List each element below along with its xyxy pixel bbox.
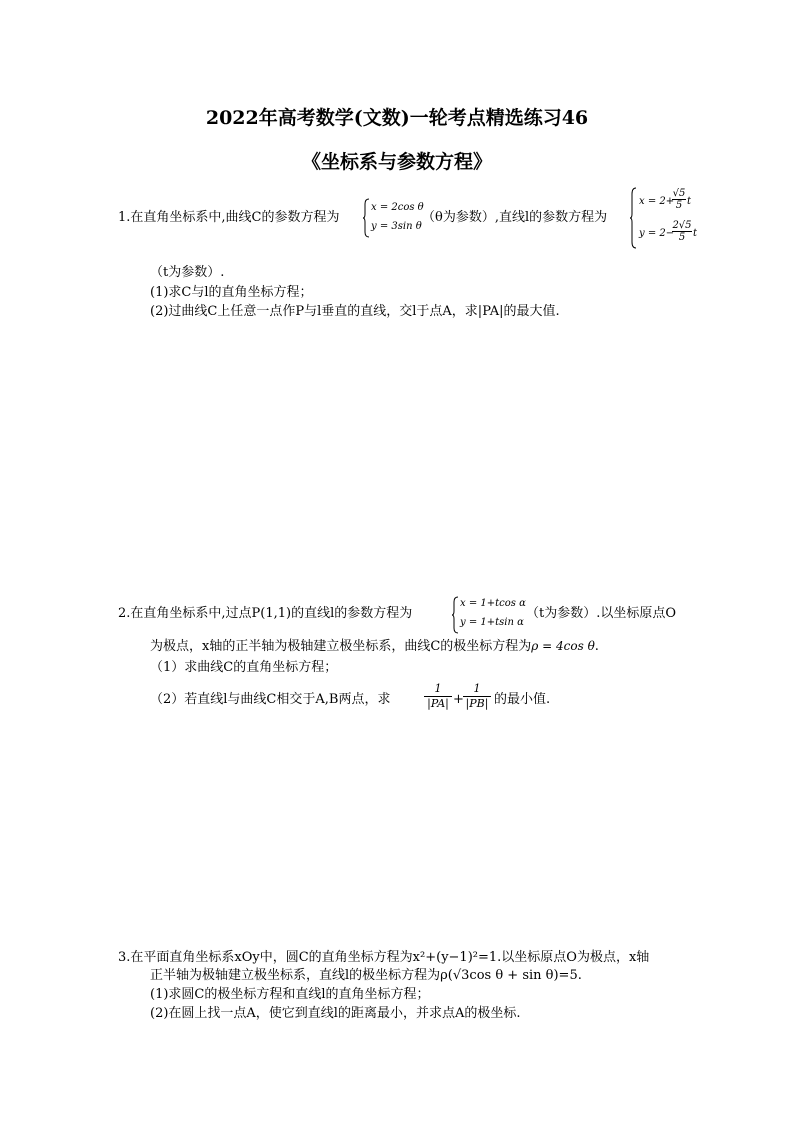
problem-text: （t为参数）.以坐标原点O (526, 606, 677, 621)
fraction-1-over-PB (463, 682, 491, 711)
fraction-1-over-PA (424, 682, 452, 711)
problem-text: （t为参数）. (150, 265, 225, 280)
fraction-sqrt5-over-5 (672, 188, 686, 211)
plus-sign: + (453, 692, 464, 707)
fraction-denominator: |PA| (427, 697, 449, 710)
problem-text: 的最小值. (494, 692, 551, 707)
fraction-denominator: 5 (675, 200, 683, 211)
problem-text: 在平面直角坐标系xOy中，圆C的直角坐标方程为x²+(y−1)²=1.以坐标原点O为极点，x轴 (130, 950, 650, 965)
question-2: (2)在圆上找一点A，使它到直线l的距离最小，并求点A的极坐标. (150, 1006, 521, 1021)
problem-number: 3. (118, 950, 131, 965)
problem-text: 在直角坐标系中,过点P(1,1)的直线l的参数方程为 (130, 606, 413, 621)
fraction-2sqrt5-over-5 (672, 220, 692, 243)
problem-2-line2 (150, 638, 599, 655)
problem-number: 2. (118, 606, 131, 621)
left-brace-icon (452, 596, 460, 634)
equation-row: y = 1+tsin α (460, 617, 524, 628)
problem-text: 正半轴为极轴建立极坐标系，直线l的极坐标方程为ρ(√3cos θ + sin θ)=5. (150, 968, 582, 983)
fraction-numerator: 2√5 (672, 220, 692, 231)
equation-row-2a: y = 2− (639, 228, 675, 239)
fraction-denominator: 5 (678, 232, 686, 243)
problem-text: （θ为参数）,直线l的参数方程为 (422, 210, 608, 225)
equation-row-2b: t (693, 228, 698, 239)
page-subtitle: 《坐标系与参数方程》 (301, 151, 492, 173)
question-1: (1)求C与l的直角坐标方程； (150, 285, 313, 300)
problem-text: . (594, 639, 599, 654)
fraction-numerator: √5 (672, 188, 686, 199)
problem-2-line1 (118, 606, 412, 622)
left-brace-icon (630, 187, 638, 249)
question-2: (2)过曲线C上任意一点作P与l垂直的直线，交l于点A，求|PA|的最大值. (150, 304, 560, 319)
page-title: 2022年高考数学(文数)一轮考点精选练习46 (205, 107, 589, 129)
problem-number: 1. (118, 210, 131, 225)
equation-row: x = 1+tcos α (460, 598, 526, 609)
polar-equation: ρ = 4cos θ (531, 639, 595, 653)
problem-3-line1 (118, 950, 649, 966)
question-1: (1)求圆C的极坐标方程和直线l的直角坐标方程； (150, 987, 430, 1002)
question-1: （1）求曲线C的直角坐标方程； (150, 660, 338, 675)
fraction-denominator: |PB| (465, 697, 489, 710)
fraction-numerator: 1 (424, 682, 452, 697)
problem-text: 在直角坐标系中,曲线C的参数方程为 (130, 210, 340, 225)
equation-row-1b: t (687, 196, 692, 207)
equation-row: x = 2cos θ (371, 202, 424, 213)
problem-text: 为极点，x轴的正半轴为极轴建立极坐标系，曲线C的极坐标方程为 (150, 639, 532, 654)
question-2: （2）若直线l与曲线C相交于A,B两点，求 (150, 692, 391, 707)
problem-1-line1 (118, 210, 340, 226)
left-brace-icon (363, 198, 371, 238)
equation-row-1a: x = 2+ (639, 196, 675, 207)
fraction-numerator: 1 (463, 682, 491, 697)
equation-row: y = 3sin θ (371, 221, 422, 232)
